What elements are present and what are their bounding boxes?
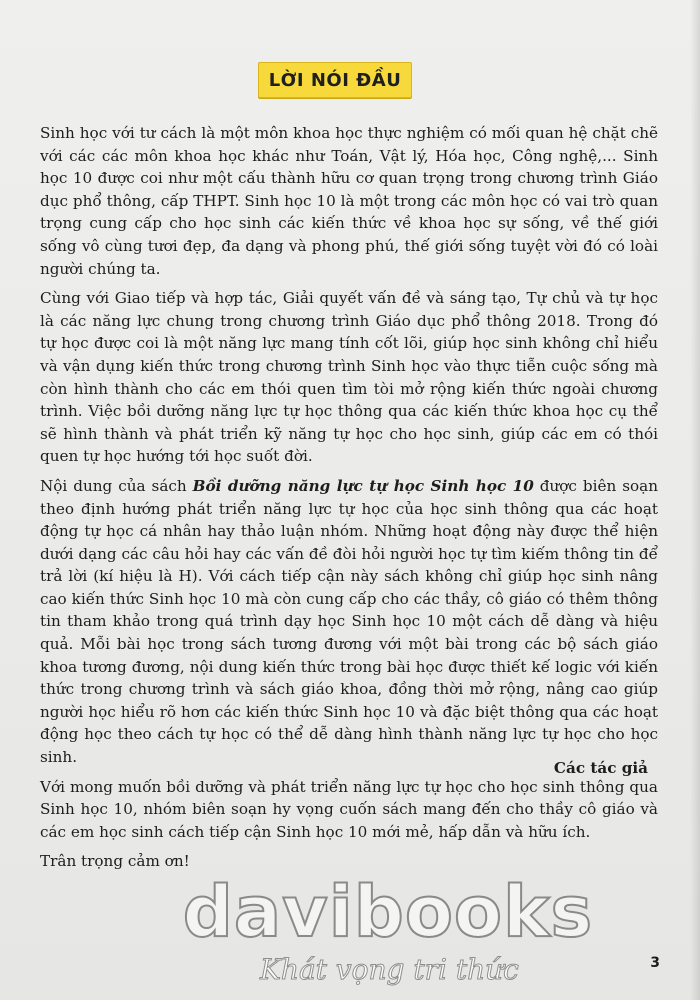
page-title: LỜI NÓI ĐẦU: [268, 69, 402, 91]
paragraph-4: Với mong muốn bồi dưỡng và phát triển năng lực tự học cho học sinh thông qua Sinh học 10, nhóm biên soạn hy vọng cuốn sách mang đến cho thầy cô giáo và các em học sinh cách tiếp cận Sinh học 10 mới mẻ, hấp dẫn và hữu ích.: [40, 777, 658, 841]
book-title: Bồi dưỡng năng lực tự học Sinh học 10: [192, 476, 534, 495]
paragraph-3-rest: được biên soạn theo định hướng phát triển năng lực tự học của học sinh thông qua các hoạt động tự học cá nhân hay thảo luận nhóm. Những hoạt động này được thể hiện dưới dạng các câu hỏi hay các vấn đề đòi hỏi người học tự tìm kiếm thông tin để trả lời (kí hiệu là H). Với cách tiếp cận này sách không chỉ giúp học sinh nâng cao kiến thức Sinh học 10 mà còn cung cấp cho các thầy, cô giáo có thêm thông tin tham khảo trong quá trình dạy học Sinh học 10 một cách dễ dàng và hiệu quả. Mỗi bài học trong sách tương đương với một bài trong các bộ sách giáo khoa tương đương, nội dung kiến thức trong bài học được thiết kế logic với kiến thức trong chương trình và sách giáo khoa, đồng thời mở rộng, nâng cao giúp người học hiểu rõ hơn các kiến thức Sinh học 10 và đặc biệt thông qua các hoạt động học theo cách tự học có thể dễ dàng hình thành năng lực tự học cho học sinh.: [40, 476, 658, 767]
signature: Các tác giả: [553, 759, 648, 777]
watermark-slogan: Khát vọng tri thức: [260, 953, 519, 986]
paragraph-2: Cùng với Giao tiếp và hợp tác, Giải quyết vấn đề và sáng tạo, Tự chủ và tự học là các năng lực chung trong chương trình Giáo dục phổ thông 2018. Trong đó tự học được coi là một năng lực mang tính cốt lõi, giúp học sinh không chỉ hiểu và vận dụng kiến thức trong chương trình Sinh học vào thực tiễn cuộc sống mà còn hình thành cho các em thói quen tìm tòi mở rộng kiến thức ngoài chương trình. Việc bồi dưỡng năng lực tự học thông qua các kiến thức khoa học cụ thể sẽ hình thành và phát triển kỹ năng tự học cho học sinh, giúp các em có thói quen tự học hướng tới học suốt đời.: [40, 289, 658, 466]
title-banner: [258, 62, 412, 98]
page-number: 3: [650, 955, 660, 971]
closing-line: Trân trọng cảm ơn!: [40, 852, 190, 871]
watermark-brand: davibooks: [182, 871, 594, 953]
paragraph-3-intro: Nội dung của sách: [40, 476, 193, 495]
paragraph-1: Sinh học với tư cách là một môn khoa học thực nghiệm có mối quan hệ chặt chẽ với các các môn khoa học khác như Toán, Vật lý, Hóa học, Công nghệ,... Sinh học 10 được coi như một cấu thành hữu cơ quan trọng trong chương trình Giáo dục phổ thông, cấp THPT. Sinh học 10 là một trong các môn học có vai trò quan trọng cung cấp cho học sinh các kiến thức về khoa học sự sống, về thế giới sống vô cùng tươi đẹp, đa dạng và phong phú, thế giới sống tuyệt vời đó có loài người chúng ta.: [40, 124, 658, 278]
page-edge-shadow: [690, 0, 700, 1000]
paragraph-3: [40, 475, 658, 769]
